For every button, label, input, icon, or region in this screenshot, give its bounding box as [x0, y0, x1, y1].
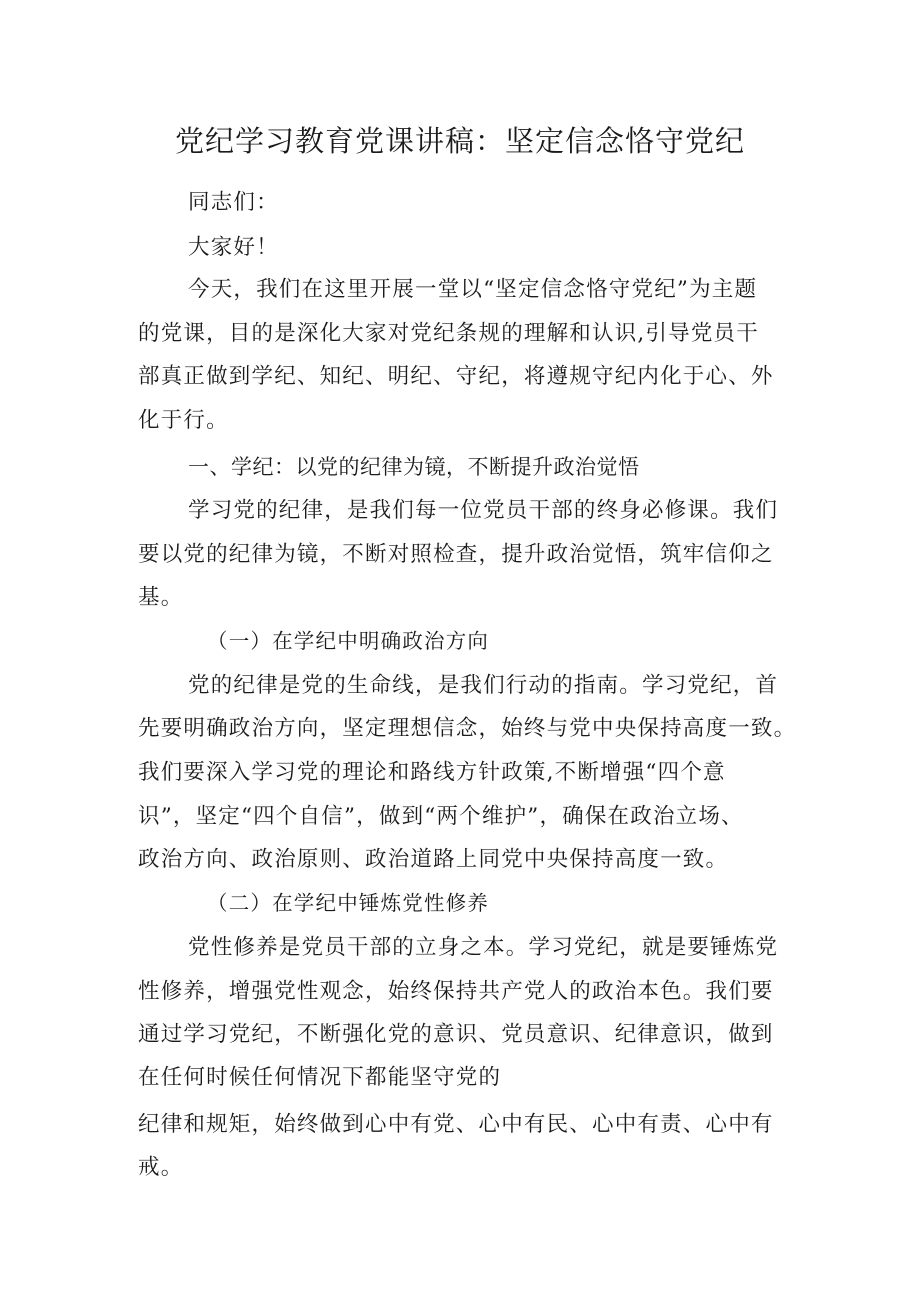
paragraph-line: 在任何时候任何情况下都能坚守党的: [138, 1065, 502, 1090]
paragraph-line: 先要明确政治方向，坚定理想信念，始终与党中央保持高度一致。: [138, 716, 797, 741]
paragraph-line: 学习党的纪律，是我们每一位党员干部的终身必修课。我们: [188, 498, 779, 523]
paragraph-line: 的党课，目的是深化大家对党纪条规的理解和认识,引导党员干: [138, 321, 759, 346]
paragraph-line: 戒。: [138, 1155, 184, 1180]
paragraph-line: 性修养，增强党性观念，始终保持共产党人的政治本色。我们要: [138, 979, 774, 1004]
document-title: 党纪学习教育党课讲稿：坚定信念恪守党纪: [174, 124, 745, 158]
section-heading: 一、学纪：以党的纪律为镜，不断提升政治觉悟: [188, 455, 640, 479]
subsection-heading: （二）在学纪中锤炼党性修养: [207, 891, 490, 915]
subsection-heading: （一）在学纪中明确政治方向: [207, 629, 490, 653]
paragraph-line: 今天，我们在这里开展一堂以“坚定信念恪守党纪”为主题: [188, 277, 758, 302]
paragraph-line: 要以党的纪律为镜，不断对照检查，提升政治觉悟，筑牢信仰之: [138, 542, 774, 567]
greeting: 大家好！: [188, 235, 279, 260]
paragraph-line: 化于行。: [138, 408, 229, 433]
paragraph-line: 我们要深入学习党的理论和路线方针政策,不断增强“四个意: [138, 760, 726, 785]
paragraph-line: 部真正做到学纪、知纪、明纪、守纪，将遵规守纪内化于心、外: [138, 364, 774, 389]
paragraph-line: 通过学习党纪，不断强化党的意识、党员意识、纪律意识，做到: [138, 1022, 774, 1047]
paragraph-line: 识”，坚定“四个自信”，做到“两个维护”，确保在政治立场、: [138, 804, 744, 829]
paragraph-line: 基。: [138, 585, 184, 610]
salutation: 同志们：: [188, 190, 279, 215]
paragraph-line: 党性修养是党员干部的立身之本。学习党纪，就是要锤炼党: [188, 935, 779, 960]
paragraph-line: 党的纪律是党的生命线，是我们行动的指南。学习党纪，首: [188, 673, 779, 698]
paragraph-line: 纪律和规矩，始终做到心中有党、心中有民、心中有责、心中有: [138, 1112, 774, 1137]
paragraph-line: 政治方向、政治原则、政治道路上同党中央保持高度一致。: [138, 847, 729, 872]
